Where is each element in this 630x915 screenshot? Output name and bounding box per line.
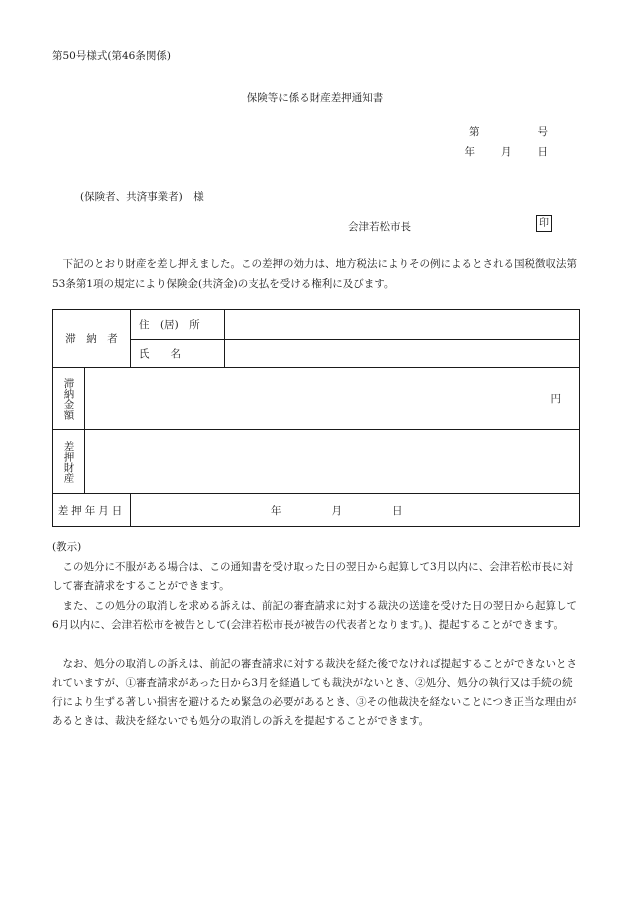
issue-month: 月 — [501, 146, 512, 158]
notice-paragraph-1: この処分に不服がある場合は、この通知書を受け取った日の翌日から起算して3月以内に、会津若松市長に対して審査請求をすることができます。 — [52, 561, 574, 592]
property-label: 差押財産 — [62, 440, 75, 483]
notice-paragraph-2: また、この処分の取消しを求める訴えは、前記の審査請求に対する裁決の送達を受けた日の翌日から起算して6月以内に、会津若松市を被告として(会津若松市長が被告の代表者となります。)、提起することができます。 — [52, 600, 577, 631]
document-title: 保険等に係る財産差押通知書 — [246, 92, 384, 104]
notice-paragraph: 下記のとおり財産を差し押えました。この差押の効力は、地方税法によりその例によるとされる国税徴収法第53条第1項の規定により保険金(共済金)の支払を受ける権利に及びます。 — [52, 258, 577, 290]
seizure-date-value-cell — [131, 494, 580, 527]
document-number-line — [469, 124, 548, 139]
name-value-cell — [225, 340, 580, 368]
seizure-date-label: 差押年月日 — [57, 504, 126, 517]
number-prefix: 第 — [469, 126, 480, 138]
address-label: 住 (居) 所 — [139, 319, 200, 331]
name-label-cell — [131, 340, 225, 368]
amount-value-cell — [85, 368, 580, 430]
recipient-line: (保険者、共済事業者) 様 — [80, 191, 204, 203]
seizure-day: 日 — [392, 504, 403, 517]
issue-date-line — [465, 144, 549, 159]
seizure-details-table — [52, 309, 580, 527]
issuer-name: 会津若松市長 — [348, 221, 411, 233]
notice-heading: (教示) — [52, 541, 82, 553]
issue-year: 年 — [464, 146, 475, 158]
seizure-date-label-cell — [53, 494, 131, 527]
property-value-cell — [85, 430, 580, 494]
name-label: 氏 名 — [139, 348, 181, 360]
property-label-cell — [53, 430, 85, 494]
issue-day: 日 — [537, 146, 548, 158]
number-suffix: 号 — [537, 126, 548, 138]
amount-label-cell — [53, 368, 85, 430]
seal-mark: 印 — [536, 215, 552, 232]
amount-label: 滞納金額 — [62, 377, 75, 420]
notice-paragraph-3: なお、処分の取消しの訴えは、前記の審査請求に対する裁決を経た後でなければ提起することができないとされていますが、①審査請求があった日から3月を経過しても裁決がないとき、②処分、処分の執行又は手続の続行により生ずる著しい損害を避けるため緊急の必要があるとき、③その他裁決を経ないことにつき正当な理由があるときは、裁決を経ないでも処分の取消しの訴えを提起することができます。 — [52, 658, 577, 727]
seizure-year: 年 — [271, 504, 282, 517]
form-number: 第50号様式(第46条関係) — [52, 50, 171, 62]
address-label-cell — [131, 310, 225, 340]
delinquent-label-cell — [53, 310, 131, 368]
delinquent-label: 滞 納 者 — [65, 333, 118, 345]
seizure-month: 月 — [331, 504, 342, 517]
amount-unit: 円 — [550, 393, 561, 405]
address-value-cell — [225, 310, 580, 340]
